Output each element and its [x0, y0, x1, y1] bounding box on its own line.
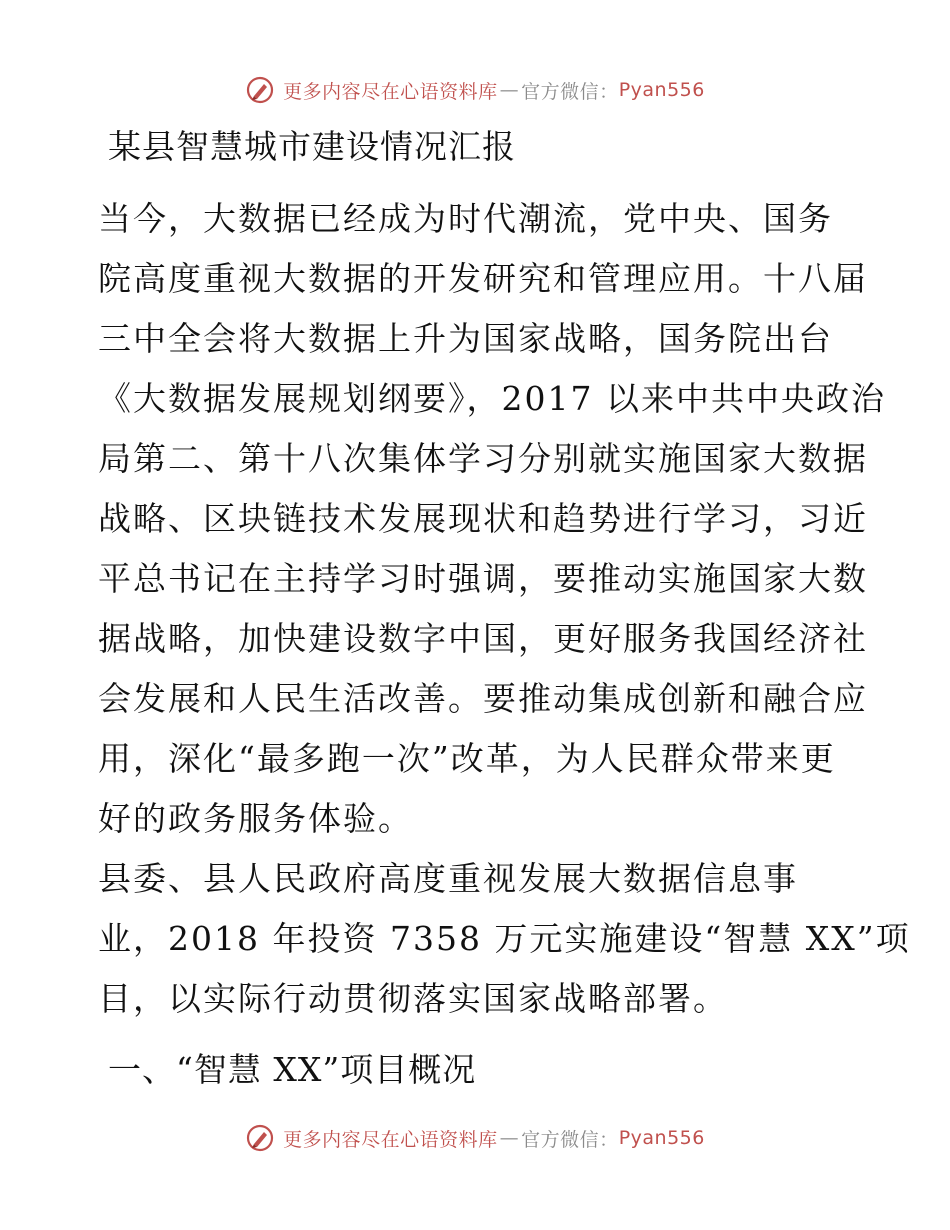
pen-logo-icon	[245, 1123, 275, 1153]
paragraph-line: 局第二、第十八次集体学习分别就实施国家大数据	[98, 439, 868, 478]
paragraph-line: 战略、区块链技术发展现状和趋势进行学习，习近	[98, 499, 868, 538]
paragraph-line: 院高度重视大数据的开发研究和管理应用。十八届	[98, 259, 868, 298]
watermark-official-label: 官方微信：	[521, 80, 619, 103]
paragraph-line: 当今，大数据已经成为时代潮流，党中央、国务	[98, 199, 833, 238]
paragraph-line: 《大数据发展规划纲要》，2017 以来中共中央政治	[98, 379, 886, 418]
watermark-wechat-id: Pyan556	[618, 79, 705, 101]
watermark-footer	[0, 1118, 950, 1158]
watermark-wechat-id: Pyan556	[618, 1127, 705, 1149]
watermark-text: 更多内容尽在心语资料库	[283, 1128, 498, 1151]
paragraph-line: 县委、县人民政府高度重视发展大数据信息事	[98, 859, 798, 898]
paragraph-1	[98, 189, 886, 849]
document-title: 某县智慧城市建设情况汇报	[108, 127, 516, 166]
paragraph-line: 会发展和人民生活改善。要推动集成创新和融合应	[98, 679, 868, 718]
section-heading-1: 一、“智慧 XX”项目概况	[108, 1050, 477, 1089]
watermark-separator: —	[499, 1127, 520, 1149]
paragraph-line: 业，2018 年投资 7358 万元实施建设“智慧 XX”项	[98, 919, 911, 958]
watermark-separator: —	[499, 79, 520, 101]
watermark-official-label: 官方微信：	[521, 1128, 619, 1151]
paragraph-line: 目，以实际行动贯彻落实国家战略部署。	[98, 979, 728, 1018]
pen-logo-icon	[245, 75, 275, 105]
paragraph-line: 好的政务服务体验。	[98, 799, 413, 838]
paragraph-line: 三中全会将大数据上升为国家战略，国务院出台	[98, 319, 833, 358]
paragraph-line: 用，深化“最多跑一次”改革，为人民群众带来更	[98, 739, 836, 778]
paragraph-line: 据战略，加快建设数字中国，更好服务我国经济社	[98, 619, 868, 658]
paragraph-line: 平总书记在主持学习时强调，要推动实施国家大数	[98, 559, 868, 598]
watermark-text: 更多内容尽在心语资料库	[283, 80, 498, 103]
watermark-header	[0, 70, 950, 110]
paragraph-2	[98, 849, 911, 1029]
